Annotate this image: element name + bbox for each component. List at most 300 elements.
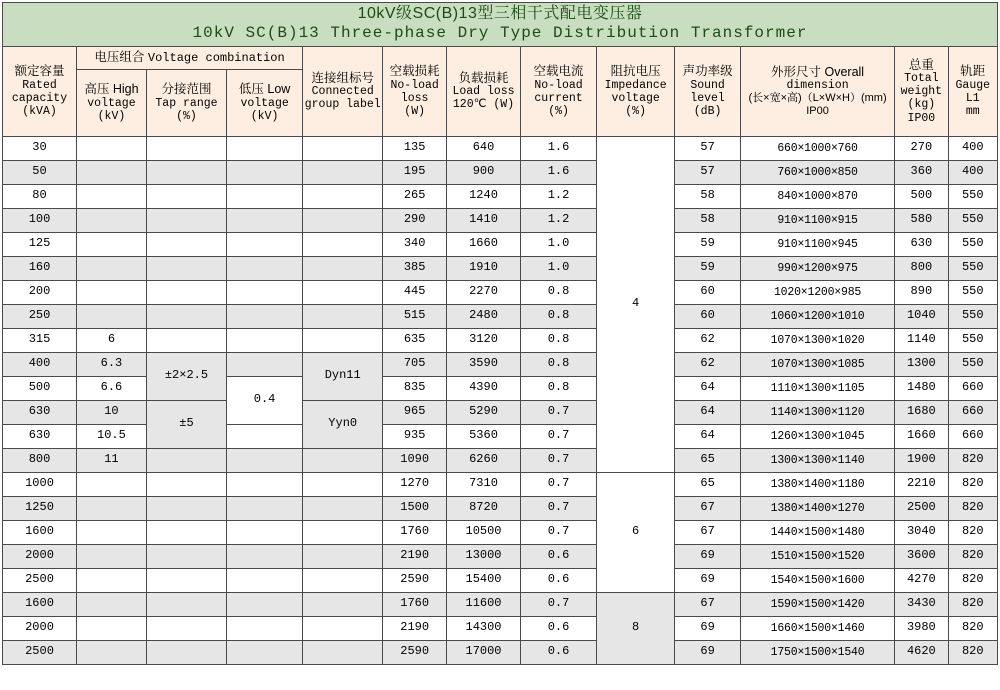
- cell-overall-dimension: 840×1000×870: [740, 184, 894, 208]
- cell-connected-group: [303, 496, 383, 520]
- header-no-load-loss: [383, 46, 447, 136]
- cell-high-voltage: [77, 592, 147, 616]
- cell-low-voltage: [227, 496, 303, 520]
- cell-no-load-current: 0.7: [521, 424, 597, 448]
- table-row: [3, 184, 998, 208]
- cell-tap-range: [146, 592, 226, 616]
- table-row: [3, 520, 998, 544]
- cell-high-voltage: [77, 520, 147, 544]
- cell-load-loss: 8720: [447, 496, 521, 520]
- cell-load-loss: 6260: [447, 448, 521, 472]
- cell-gauge: 550: [948, 304, 997, 328]
- title-english: 10kV SC(B)13 Three-phase Dry Type Distribution Transformer: [192, 24, 808, 43]
- cell-low-voltage: [227, 184, 303, 208]
- cell-connected-group: Dyn11: [303, 352, 383, 400]
- cell-no-load-loss: 1270: [383, 472, 447, 496]
- cell-high-voltage: [77, 616, 147, 640]
- cell-no-load-loss: 2190: [383, 616, 447, 640]
- cell-gauge: 550: [948, 208, 997, 232]
- cell-no-load-current: 0.8: [521, 280, 597, 304]
- header-no-load-current-cn: 空载电流: [533, 64, 584, 79]
- cell-rated-capacity: 50: [3, 160, 77, 184]
- cell-load-loss: 3120: [447, 328, 521, 352]
- cell-no-load-loss: 2590: [383, 568, 447, 592]
- cell-load-loss: 4390: [447, 376, 521, 400]
- cell-total-weight: 360: [895, 160, 948, 184]
- header-total-weight: [895, 46, 948, 136]
- cell-sound-level: 65: [675, 472, 741, 496]
- cell-gauge: 550: [948, 256, 997, 280]
- header-group-row: [3, 46, 998, 69]
- cell-connected-group: [303, 640, 383, 664]
- cell-overall-dimension: 760×1000×850: [740, 160, 894, 184]
- cell-load-loss: 3590: [447, 352, 521, 376]
- header-low-voltage-unit: (kV): [250, 109, 279, 123]
- table-row: [3, 160, 998, 184]
- cell-high-voltage: [77, 256, 147, 280]
- cell-load-loss: 14300: [447, 616, 521, 640]
- cell-tap-range: [146, 616, 226, 640]
- cell-load-loss: 11600: [447, 592, 521, 616]
- cell-total-weight: 2500: [895, 496, 948, 520]
- header-impedance-voltage-en: Impedance voltage: [604, 78, 667, 105]
- table-row: [3, 136, 998, 160]
- cell-total-weight: 3430: [895, 592, 948, 616]
- cell-no-load-loss: 1760: [383, 592, 447, 616]
- cell-connected-group: [303, 208, 383, 232]
- cell-rated-capacity: 2500: [3, 640, 77, 664]
- cell-high-voltage: [77, 160, 147, 184]
- cell-high-voltage: 10: [77, 400, 147, 424]
- cell-low-voltage: [227, 280, 303, 304]
- cell-no-load-loss: 965: [383, 400, 447, 424]
- cell-rated-capacity: 200: [3, 280, 77, 304]
- table-row: [3, 256, 998, 280]
- cell-load-loss: 1910: [447, 256, 521, 280]
- cell-sound-level: 59: [675, 256, 741, 280]
- cell-high-voltage: 6.3: [77, 352, 147, 376]
- cell-no-load-current: 1.6: [521, 136, 597, 160]
- cell-connected-group: [303, 616, 383, 640]
- cell-low-voltage: 0.4: [227, 376, 303, 424]
- cell-rated-capacity: 160: [3, 256, 77, 280]
- cell-sound-level: 57: [675, 160, 741, 184]
- table-row: [3, 400, 998, 424]
- cell-low-voltage: [227, 640, 303, 664]
- cell-overall-dimension: 1300×1300×1140: [740, 448, 894, 472]
- header-connected-group-en: Connected group label: [304, 85, 381, 112]
- cell-tap-range: [146, 136, 226, 160]
- cell-no-load-loss: 385: [383, 256, 447, 280]
- cell-total-weight: 1660: [895, 424, 948, 448]
- cell-overall-dimension: 660×1000×760: [740, 136, 894, 160]
- cell-total-weight: 1140: [895, 328, 948, 352]
- cell-sound-level: 64: [675, 400, 741, 424]
- cell-overall-dimension: 1070×1300×1085: [740, 352, 894, 376]
- cell-no-load-loss: 635: [383, 328, 447, 352]
- cell-no-load-current: 0.7: [521, 520, 597, 544]
- cell-connected-group: [303, 136, 383, 160]
- cell-sound-level: 58: [675, 184, 741, 208]
- header-no-load-loss-unit: (W): [404, 105, 426, 119]
- cell-no-load-current: 0.8: [521, 328, 597, 352]
- cell-low-voltage: [227, 448, 303, 472]
- header-rated-capacity-unit: (kVA): [22, 105, 57, 119]
- table-title-row: [3, 3, 998, 47]
- cell-high-voltage: [77, 568, 147, 592]
- cell-total-weight: 500: [895, 184, 948, 208]
- cell-overall-dimension: 1540×1500×1600: [740, 568, 894, 592]
- cell-load-loss: 7310: [447, 472, 521, 496]
- table-row: [3, 328, 998, 352]
- cell-gauge: 550: [948, 352, 997, 376]
- cell-total-weight: 4270: [895, 568, 948, 592]
- header-total-weight-en: Total weight: [900, 72, 943, 99]
- cell-connected-group: Yyn0: [303, 400, 383, 448]
- cell-no-load-loss: 135: [383, 136, 447, 160]
- cell-connected-group: [303, 448, 383, 472]
- table-row: [3, 616, 998, 640]
- cell-rated-capacity: 250: [3, 304, 77, 328]
- cell-no-load-loss: 1090: [383, 448, 447, 472]
- header-sound-level-en: Sound level: [690, 78, 725, 105]
- cell-low-voltage: [227, 616, 303, 640]
- table-row: [3, 208, 998, 232]
- cell-gauge: 820: [948, 592, 997, 616]
- cell-overall-dimension: 1380×1400×1270: [740, 496, 894, 520]
- cell-low-voltage: [227, 520, 303, 544]
- cell-low-voltage: [227, 136, 303, 160]
- cell-load-loss: 2480: [447, 304, 521, 328]
- cell-gauge: 820: [948, 544, 997, 568]
- cell-rated-capacity: 1600: [3, 592, 77, 616]
- table-row: [3, 472, 998, 496]
- table-row: [3, 496, 998, 520]
- cell-no-load-loss: 340: [383, 232, 447, 256]
- cell-rated-capacity: 315: [3, 328, 77, 352]
- cell-tap-range: [146, 520, 226, 544]
- cell-high-voltage: [77, 472, 147, 496]
- cell-gauge: 820: [948, 448, 997, 472]
- cell-rated-capacity: 1000: [3, 472, 77, 496]
- cell-rated-capacity: 125: [3, 232, 77, 256]
- cell-connected-group: [303, 520, 383, 544]
- header-impedance-voltage: [597, 46, 675, 136]
- table-row: [3, 352, 998, 376]
- cell-gauge: 400: [948, 160, 997, 184]
- header-voltage-combination-en: Voltage combination: [147, 50, 285, 65]
- header-no-load-loss-cn: 空载损耗: [389, 64, 440, 79]
- cell-overall-dimension: 1440×1500×1480: [740, 520, 894, 544]
- cell-gauge: 550: [948, 232, 997, 256]
- cell-total-weight: 890: [895, 280, 948, 304]
- cell-high-voltage: [77, 184, 147, 208]
- cell-rated-capacity: 2500: [3, 568, 77, 592]
- table-row: [3, 568, 998, 592]
- cell-high-voltage: 6: [77, 328, 147, 352]
- title-chinese: 10kV级SC(B)13型三相干式配电变压器: [357, 5, 643, 22]
- cell-sound-level: 59: [675, 232, 741, 256]
- header-total-weight-cn: 总重: [908, 57, 934, 72]
- cell-no-load-current: 0.7: [521, 400, 597, 424]
- header-impedance-voltage-unit: (%): [625, 105, 646, 119]
- cell-overall-dimension: 1510×1500×1520: [740, 544, 894, 568]
- cell-gauge: 660: [948, 400, 997, 424]
- cell-no-load-loss: 1760: [383, 520, 447, 544]
- cell-no-load-current: 0.7: [521, 472, 597, 496]
- cell-no-load-current: 0.6: [521, 616, 597, 640]
- cell-overall-dimension: 1070×1300×1020: [740, 328, 894, 352]
- cell-high-voltage: [77, 280, 147, 304]
- cell-no-load-current: 0.6: [521, 544, 597, 568]
- cell-tap-range: [146, 328, 226, 352]
- cell-connected-group: [303, 568, 383, 592]
- cell-sound-level: 67: [675, 520, 741, 544]
- header-tap-range-cn: 分接范围: [161, 82, 212, 97]
- cell-no-load-current: 0.7: [521, 496, 597, 520]
- cell-connected-group: [303, 592, 383, 616]
- table-row: [3, 280, 998, 304]
- cell-overall-dimension: 1260×1300×1045: [740, 424, 894, 448]
- header-low-voltage: [227, 69, 303, 136]
- cell-tap-range: [146, 544, 226, 568]
- cell-gauge: 400: [948, 136, 997, 160]
- cell-tap-range: [146, 568, 226, 592]
- cell-tap-range: [146, 208, 226, 232]
- cell-sound-level: 67: [675, 592, 741, 616]
- cell-total-weight: 3980: [895, 616, 948, 640]
- cell-gauge: 660: [948, 424, 997, 448]
- header-overall-dimension-cn: 外形尺寸 Overall: [771, 64, 865, 79]
- cell-total-weight: 3600: [895, 544, 948, 568]
- cell-load-loss: 1240: [447, 184, 521, 208]
- header-high-voltage-en: voltage: [87, 96, 136, 110]
- header-load-loss-unit: 120℃ (W): [452, 98, 515, 112]
- cell-load-loss: 5290: [447, 400, 521, 424]
- header-rated-capacity-cn: 额定容量: [14, 64, 65, 79]
- header-sound-level-cn: 声功率级: [682, 64, 733, 79]
- header-tap-range: [146, 69, 226, 136]
- header-total-weight-unit: (kg) IP00: [907, 98, 936, 125]
- cell-low-voltage: [227, 544, 303, 568]
- cell-no-load-loss: 835: [383, 376, 447, 400]
- table-body: [3, 136, 998, 664]
- cell-high-voltage: [77, 136, 147, 160]
- cell-total-weight: 1900: [895, 448, 948, 472]
- cell-no-load-current: 1.2: [521, 208, 597, 232]
- cell-gauge: 820: [948, 616, 997, 640]
- cell-impedance-voltage: 4: [597, 136, 675, 472]
- cell-tap-range: [146, 256, 226, 280]
- header-overall-dimension-en: dimension: [786, 79, 849, 93]
- cell-no-load-loss: 195: [383, 160, 447, 184]
- cell-no-load-current: 1.0: [521, 232, 597, 256]
- cell-rated-capacity: 80: [3, 184, 77, 208]
- cell-no-load-current: 1.6: [521, 160, 597, 184]
- cell-load-loss: 900: [447, 160, 521, 184]
- cell-no-load-current: 0.8: [521, 304, 597, 328]
- table-row: [3, 304, 998, 328]
- cell-overall-dimension: 1020×1200×985: [740, 280, 894, 304]
- cell-overall-dimension: 990×1200×975: [740, 256, 894, 280]
- cell-load-loss: 640: [447, 136, 521, 160]
- header-high-voltage-cn: 高压 High: [84, 82, 139, 97]
- cell-overall-dimension: 1590×1500×1420: [740, 592, 894, 616]
- header-rated-capacity-en: Rated capacity: [11, 78, 68, 105]
- cell-gauge: 550: [948, 184, 997, 208]
- cell-low-voltage: [227, 256, 303, 280]
- cell-no-load-loss: 265: [383, 184, 447, 208]
- cell-low-voltage: [227, 232, 303, 256]
- header-load-loss-en: Load loss: [452, 85, 515, 99]
- cell-low-voltage: [227, 328, 303, 352]
- header-connected-group: [303, 46, 383, 136]
- cell-connected-group: [303, 160, 383, 184]
- cell-load-loss: 17000: [447, 640, 521, 664]
- cell-rated-capacity: 30: [3, 136, 77, 160]
- cell-low-voltage: [227, 472, 303, 496]
- table-row: [3, 448, 998, 472]
- cell-tap-range: [146, 184, 226, 208]
- header-high-voltage: [77, 69, 147, 136]
- cell-sound-level: 57: [675, 136, 741, 160]
- header-overall-dimension-detail: (长×宽×高)（L×W×H）(mm) IP00: [748, 92, 887, 118]
- cell-overall-dimension: 1750×1500×1540: [740, 640, 894, 664]
- cell-load-loss: 13000: [447, 544, 521, 568]
- cell-high-voltage: [77, 232, 147, 256]
- cell-no-load-loss: 935: [383, 424, 447, 448]
- cell-sound-level: 62: [675, 328, 741, 352]
- cell-no-load-current: 1.0: [521, 256, 597, 280]
- cell-no-load-loss: 290: [383, 208, 447, 232]
- cell-load-loss: 10500: [447, 520, 521, 544]
- cell-connected-group: [303, 184, 383, 208]
- cell-sound-level: 62: [675, 352, 741, 376]
- cell-load-loss: 1660: [447, 232, 521, 256]
- cell-rated-capacity: 1250: [3, 496, 77, 520]
- cell-sound-level: 60: [675, 280, 741, 304]
- cell-no-load-loss: 2190: [383, 544, 447, 568]
- cell-no-load-loss: 705: [383, 352, 447, 376]
- cell-tap-range: [146, 496, 226, 520]
- header-voltage-combination: [77, 46, 303, 69]
- cell-sound-level: 69: [675, 568, 741, 592]
- cell-tap-range: ±5: [146, 400, 226, 448]
- header-no-load-loss-en: No-load loss: [390, 78, 439, 105]
- cell-tap-range: [146, 472, 226, 496]
- cell-gauge: 550: [948, 280, 997, 304]
- cell-no-load-loss: 515: [383, 304, 447, 328]
- cell-no-load-current: 0.8: [521, 352, 597, 376]
- cell-no-load-loss: 445: [383, 280, 447, 304]
- header-gauge-unit: mm: [965, 105, 980, 119]
- cell-no-load-current: 0.6: [521, 568, 597, 592]
- cell-no-load-current: 0.7: [521, 448, 597, 472]
- header-no-load-current-en: No-load current: [534, 78, 583, 105]
- cell-high-voltage: [77, 544, 147, 568]
- header-low-voltage-cn: 低压 Low: [238, 82, 291, 97]
- cell-sound-level: 69: [675, 616, 741, 640]
- table-row: [3, 592, 998, 616]
- cell-tap-range: [146, 304, 226, 328]
- header-overall-dimension: [740, 46, 894, 136]
- cell-total-weight: 580: [895, 208, 948, 232]
- cell-gauge: 820: [948, 520, 997, 544]
- cell-low-voltage: [227, 208, 303, 232]
- cell-tap-range: ±2×2.5: [146, 352, 226, 400]
- cell-high-voltage: [77, 640, 147, 664]
- cell-high-voltage: [77, 304, 147, 328]
- cell-no-load-current: 0.7: [521, 592, 597, 616]
- cell-low-voltage: [227, 592, 303, 616]
- cell-sound-level: 58: [675, 208, 741, 232]
- cell-sound-level: 69: [675, 640, 741, 664]
- cell-low-voltage: [227, 424, 303, 448]
- cell-gauge: 820: [948, 568, 997, 592]
- cell-impedance-voltage: 6: [597, 472, 675, 592]
- header-no-load-current-unit: (%): [548, 105, 569, 119]
- cell-low-voltage: [227, 568, 303, 592]
- cell-overall-dimension: 1380×1400×1180: [740, 472, 894, 496]
- cell-rated-capacity: 2000: [3, 616, 77, 640]
- cell-load-loss: 15400: [447, 568, 521, 592]
- table-row: [3, 232, 998, 256]
- header-sound-level-unit: (dB): [693, 105, 722, 119]
- header-high-voltage-unit: (kV): [97, 109, 126, 123]
- cell-no-load-current: 1.2: [521, 184, 597, 208]
- cell-sound-level: 67: [675, 496, 741, 520]
- header-tap-range-unit: (%): [176, 109, 197, 123]
- cell-load-loss: 5360: [447, 424, 521, 448]
- cell-overall-dimension: 1660×1500×1460: [740, 616, 894, 640]
- cell-sound-level: 69: [675, 544, 741, 568]
- cell-sound-level: 60: [675, 304, 741, 328]
- header-load-loss: [447, 46, 521, 136]
- cell-rated-capacity: 1600: [3, 520, 77, 544]
- cell-connected-group: [303, 544, 383, 568]
- cell-rated-capacity: 630: [3, 424, 77, 448]
- cell-no-load-loss: 2590: [383, 640, 447, 664]
- cell-high-voltage: 11: [77, 448, 147, 472]
- header-sound-level: [675, 46, 741, 136]
- cell-rated-capacity: 2000: [3, 544, 77, 568]
- cell-overall-dimension: 1140×1300×1120: [740, 400, 894, 424]
- header-gauge-en: Gauge L1: [955, 78, 991, 105]
- cell-gauge: 820: [948, 472, 997, 496]
- cell-overall-dimension: 1110×1300×1105: [740, 376, 894, 400]
- cell-total-weight: 800: [895, 256, 948, 280]
- cell-gauge: 660: [948, 376, 997, 400]
- cell-total-weight: 3040: [895, 520, 948, 544]
- cell-tap-range: [146, 280, 226, 304]
- cell-total-weight: 1480: [895, 376, 948, 400]
- cell-rated-capacity: 800: [3, 448, 77, 472]
- cell-connected-group: [303, 256, 383, 280]
- cell-connected-group: [303, 280, 383, 304]
- header-no-load-current: [521, 46, 597, 136]
- cell-gauge: 820: [948, 496, 997, 520]
- cell-high-voltage: 6.6: [77, 376, 147, 400]
- transformer-spec-table-container: [2, 0, 998, 665]
- header-connected-group-cn: 连接组标号: [311, 70, 374, 85]
- cell-overall-dimension: 1060×1200×1010: [740, 304, 894, 328]
- cell-overall-dimension: 910×1100×945: [740, 232, 894, 256]
- cell-sound-level: 65: [675, 448, 741, 472]
- cell-no-load-loss: 1500: [383, 496, 447, 520]
- cell-total-weight: 4620: [895, 640, 948, 664]
- header-gauge: [948, 46, 997, 136]
- cell-sound-level: 64: [675, 424, 741, 448]
